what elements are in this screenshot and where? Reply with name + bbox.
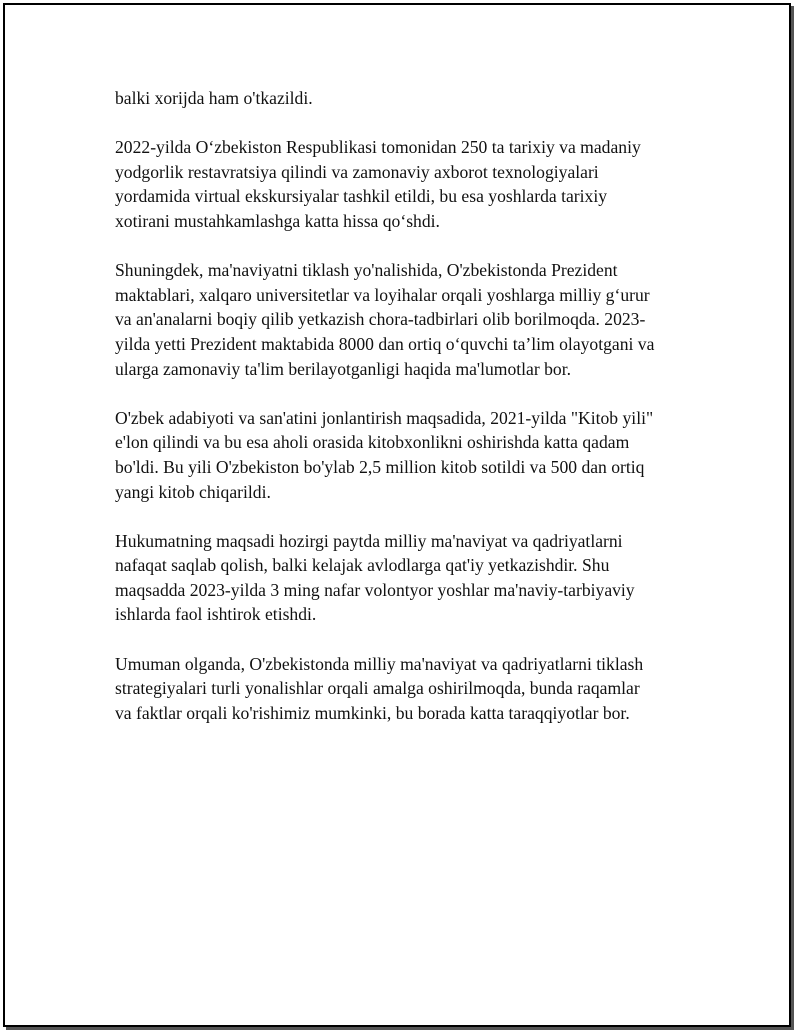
paragraph-3	[115, 258, 695, 381]
paragraph-5	[115, 529, 695, 627]
paragraph-line: maqsadda 2023-yilda 3 ming nafar volontyor yoshlar ma'naviy-tarbiyaviy	[115, 579, 635, 600]
paragraph-line: nafaqat saqlab qolish, balki kelajak avlodlarga qat'iy yetkazishdir. Shu	[115, 555, 610, 576]
paragraph-4	[115, 406, 695, 504]
paragraph-2	[115, 135, 695, 233]
paragraph-line: balki xorijda ham o'tkazildi.	[115, 88, 313, 108]
paragraph-line: yangi kitob chiqarildi.	[115, 481, 271, 502]
paragraph-line: maktablari, xalqaro universitetlar va loyihalar orqali yoshlarga milliy g‘urur	[115, 284, 650, 305]
paragraph-line: va faktlar orqali ko'rishimiz mumkinki, bu borada katta taraqqiyotlar bor.	[115, 702, 630, 723]
paragraph-line: Hukumatning maqsadi hozirgi paytda milliy ma'naviyat va qadriyatlarni	[115, 530, 623, 551]
paragraph-1	[115, 86, 695, 111]
paragraph-line: yordamida virtual ekskursiyalar tashkil etildi, bu esa yoshlarda tarixiy	[115, 186, 608, 207]
paragraph-line: va an'analarni boqiy qilib yetkazish chora-tadbirlari olib borilmoqda. 2023-	[115, 309, 646, 330]
paragraph-6	[115, 652, 695, 726]
paragraph-line: Umuman olganda, O'zbekistonda milliy ma'naviyat va qadriyatlarni tiklash	[115, 653, 644, 674]
paragraph-line: ishlarda faol ishtirok etishdi.	[115, 604, 317, 625]
paragraph-line: yilda yetti Prezident maktabida 8000 dan ortiq o‘quvchi ta’lim olayotgani va	[115, 333, 655, 354]
paragraph-line: e'lon qilindi va bu esa aholi orasida kitobxonlikni oshirishda katta qadam	[115, 432, 630, 453]
paragraph-line: 2022-yilda O‘zbekiston Respublikasi tomonidan 250 ta tarixiy va madaniy	[115, 137, 641, 158]
paragraph-line: bo'ldi. Bu yili O'zbekiston bo'ylab 2,5 million kitob sotildi va 500 dan ortiq	[115, 456, 645, 477]
paragraph-line: ularga zamonaviy ta'lim berilayotganligi haqida ma'lumotlar bor.	[115, 358, 571, 379]
document-body	[115, 86, 695, 750]
paragraph-line: Shuningdek, ma'naviyatni tiklash yo'nalishida, O'zbekistonda Prezident	[115, 260, 618, 281]
paragraph-line: xotirani mustahkamlashga katta hissa qo‘shdi.	[115, 210, 440, 231]
paragraph-line: strategiyalari turli yonalishlar orqali amalga oshirilmoqda, bunda raqamlar	[115, 678, 640, 699]
paragraph-line: O'zbek adabiyoti va san'atini jonlantirish maqsadida, 2021-yilda "Kitob yili"	[115, 407, 654, 428]
paragraph-line: yodgorlik restavratsiya qilindi va zamonaviy axborot texnologiyalari	[115, 161, 599, 182]
